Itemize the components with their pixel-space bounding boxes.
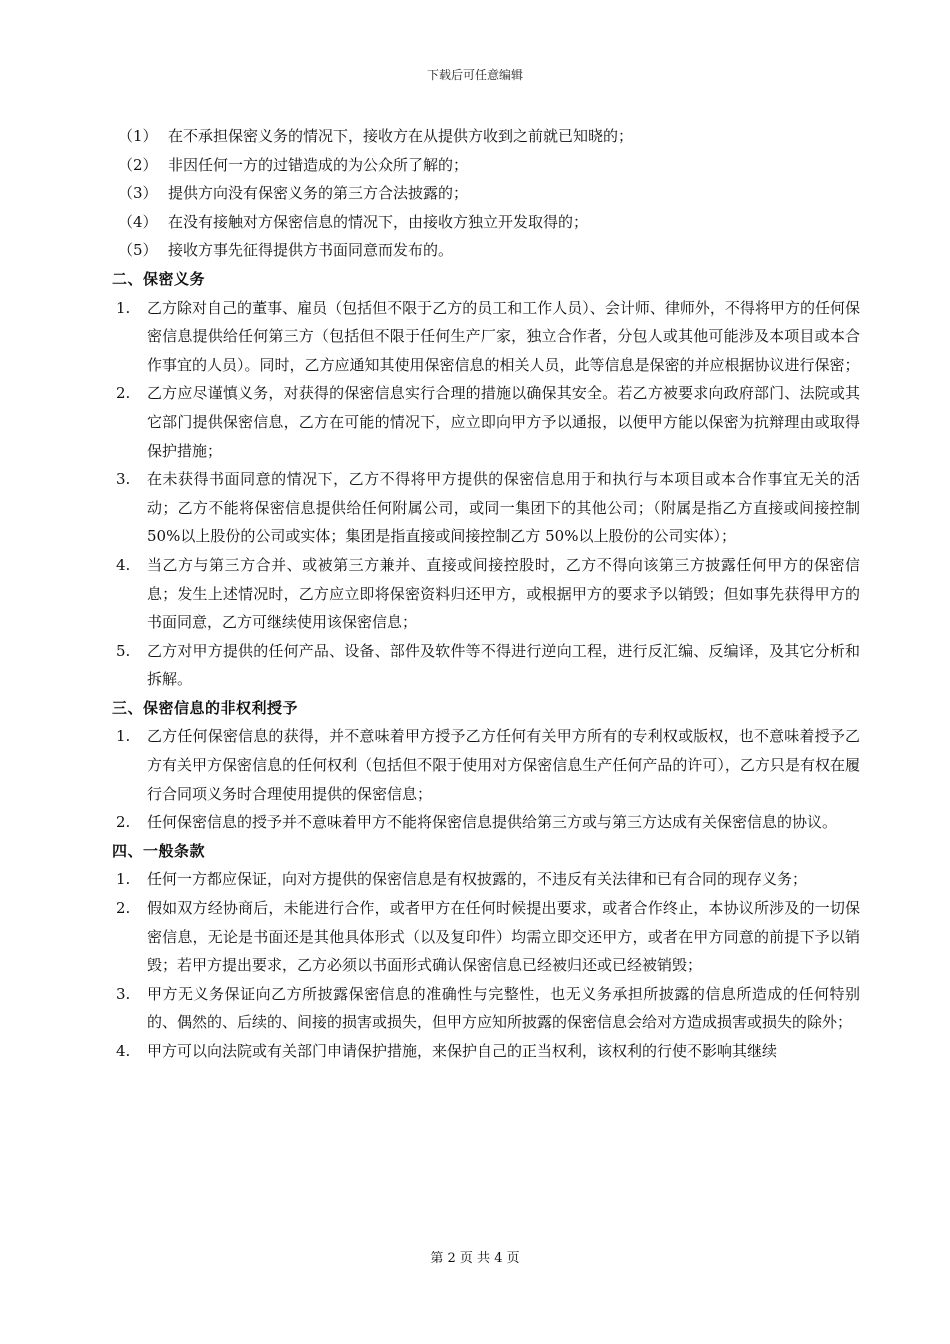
item-text: 乙方应尽谨慎义务，对获得的保密信息实行合理的措施以确保其安全。若乙方被要求向政府部门、法院或其它部门提供保密信息，乙方在可能的情况下，应立即向甲方予以通报，以便甲方能以保密为抗辩理由或取得保护措施；: [147, 384, 860, 460]
item-number: （2）: [118, 155, 158, 174]
exception-item: [112, 179, 860, 208]
clause-item: [112, 722, 860, 808]
clause-item: [112, 294, 860, 380]
clause-item: [112, 465, 860, 551]
exception-item: [112, 208, 860, 237]
item-text: 任何保密信息的授予并不意味着甲方不能将保密信息提供给第三方或与第三方达成有关保密信息的协议。: [147, 813, 838, 832]
item-number: （4）: [118, 212, 158, 231]
item-text: 在不承担保密义务的情况下，接收方在从提供方收到之前就已知晓的；: [168, 127, 634, 145]
item-number: 4.: [116, 555, 131, 574]
document-body: [112, 122, 860, 1066]
clause-item: [112, 637, 860, 694]
item-number: 2.: [116, 813, 131, 832]
item-text: 任何一方都应保证，向对方提供的保密信息是有权披露的，不违反有关法律和已有合同的现存义务；: [147, 870, 808, 889]
section-heading: 四、一般条款: [112, 841, 206, 860]
item-number: （5）: [118, 241, 158, 260]
item-number: 1.: [116, 727, 131, 746]
item-number: 1.: [116, 870, 131, 889]
item-text: 在没有接触对方保密信息的情况下，由接收方独立开发取得的；: [168, 212, 589, 231]
item-number: 3.: [116, 470, 131, 489]
item-number: 3.: [116, 984, 131, 1003]
item-text: 乙方除对自己的董事、雇员（包括但不限于乙方的员工和工作人员）、会计师、律师外，不得将甲方的任何保密信息提供给任何第三方（包括但不限于任何生产厂家，独立合作者，分包人或其他可能涉及本项目或本合作事宜的人员）。同时，乙方应通知其使用保密信息的相关人员，此等信息是保密的并应根据协议进行保密；: [147, 298, 860, 374]
clause-item: [112, 1037, 860, 1066]
clause-item: [112, 865, 860, 894]
section-heading: 三、保密信息的非权利授予: [112, 698, 299, 717]
item-text: 当乙方与第三方合并、或被第三方兼并、直接或间接控股时，乙方不得向该第三方披露任何甲方的保密信息；发生上述情况时，乙方应立即将保密资料归还甲方，或根据甲方的要求予以销毁；但如事先获得甲方的书面同意，乙方可继续使用该保密信息；: [147, 555, 860, 632]
item-text: 提供方向没有保密义务的第三方合法披露的；: [168, 184, 469, 203]
item-text: 接收方事先征得提供方书面同意而发布的。: [168, 241, 454, 260]
page-footer: 第 2 页 共 4 页: [430, 1251, 520, 1266]
item-number: 5.: [116, 641, 131, 660]
exception-item: [112, 151, 860, 180]
item-number: 2.: [116, 899, 131, 918]
item-number: （1）: [118, 127, 158, 145]
clause-item: [112, 894, 860, 980]
clause-item: [112, 808, 860, 837]
item-number: 1.: [116, 298, 131, 317]
item-text: 乙方任何保密信息的获得，并不意味着甲方授予乙方任何有关甲方所有的专利权或版权，也不意味着授予乙方有关甲方保密信息的任何权利（包括但不限于使用对方保密信息生产任何产品的许可），乙方只是有权在履行合同项义务时合理使用提供的保密信息；: [147, 727, 860, 803]
item-number: （3）: [118, 184, 158, 203]
section-heading: 二、保密义务: [112, 269, 206, 288]
item-text: 假如双方经协商后，未能进行合作，或者甲方在任何时候提出要求，或者合作终止，本协议所涉及的一切保密信息，无论是书面还是其他具体形式（以及复印件）均需立即交还甲方，或者在甲方同意的前提下予以销毁；若甲方提出要求，乙方必须以书面形式确认保密信息已经被归还或已经被销毁；: [147, 899, 860, 975]
item-text: 在未获得书面同意的情况下，乙方不得将甲方提供的保密信息用于和执行与本项目或本合作事宜无关的活动；乙方不能将保密信息提供给任何附属公司，或同一集团下的其他公司；（附属是指乙方直接或间接控制 50%以上股份的公司或实体；集团是指直接或间接控制乙方 50%以上股份的公司实体）；: [147, 470, 860, 546]
page-header: 下载后可任意编辑: [426, 68, 523, 82]
item-number: 2.: [116, 384, 131, 403]
item-number: 4.: [116, 1042, 131, 1060]
item-text: 非因任何一方的过错造成的为公众所了解的；: [168, 155, 469, 174]
exception-item: [112, 122, 860, 151]
item-text: 甲方无义务保证向乙方所披露保密信息的准确性与完整性，也无义务承担所披露的信息所造成的任何特别的、偶然的、后续的、间接的损害或损失，但甲方应知所披露的保密信息会给对方造成损害或损失的除外；: [147, 984, 860, 1032]
clause-item: [112, 551, 860, 637]
clause-item: [112, 379, 860, 465]
exception-item: [112, 236, 860, 265]
item-text: 乙方对甲方提供的任何产品、设备、部件及软件等不得进行逆向工程，进行反汇编、反编译，及其它分析和拆解。: [147, 641, 860, 689]
item-text: 甲方可以向法院或有关部门申请保护措施，来保护自己的正当权利，该权利的行使不影响其继续: [147, 1042, 778, 1060]
clause-item: [112, 980, 860, 1037]
